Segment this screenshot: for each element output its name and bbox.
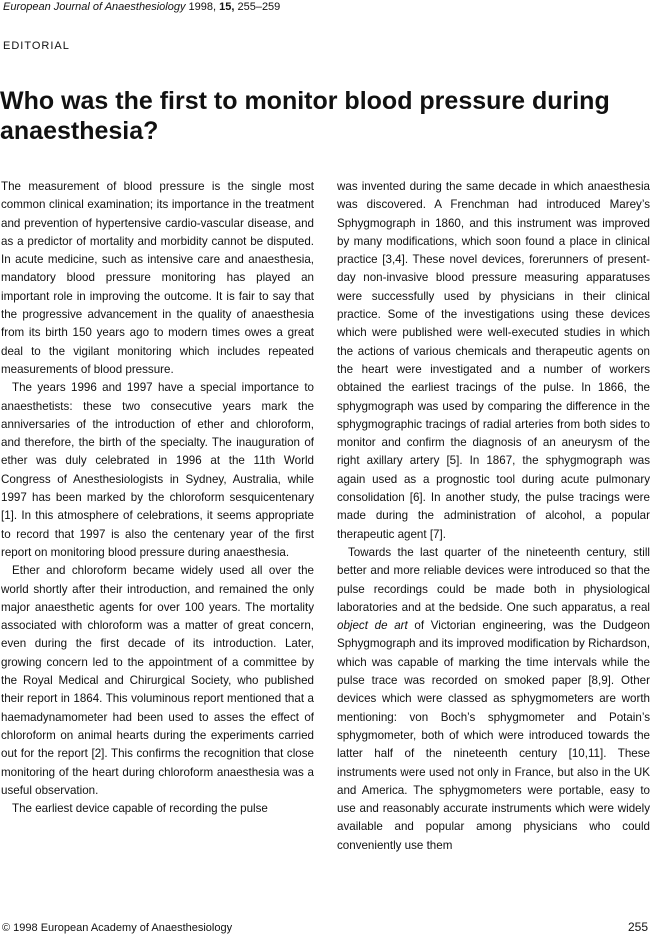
- italic-phrase: object de art: [337, 619, 408, 633]
- paragraph: The years 1996 and 1997 have a special importance to anaesthetists: these two consecutive years mark the anniversaries of the introduction of ether and chloroform, and therefore, the birth of the specialty. The inauguration of ether was duly celebrated in 1996 at the 11th World Congress of Anesthesiologists in Sydney, Australia, while 1997 has been marked by the chloroform sesquicentenary [1]. In this atmosphere of celebrations, it seems appropriate to record that 1997 is also the centenary year of the first report on monitoring blood pressure during anaesthesia.: [1, 381, 314, 559]
- paragraph-text: of Victorian engineering, was the Dudgeon Sphygmograph and its improved modification by Richardson, which was capable of marking the time intervals while the pulse trace was recorded on smoked paper [8,9]. Other devices which were classed as sphygmometers are worth mentioning: von Boch’s sphygmometer and Potain’s sphygmometer, both of which were introduced towards the latter half of the nineteenth century [10,11]. These instruments were used not only in France, but also in the UK and America. The sphygmometers were portable, easy to use and reasonably accurate instruments which were widely available and popular among physicians who could conveniently use them: [337, 619, 650, 852]
- paragraph-text: Towards the last quarter of the nineteenth century, still better and more reliable devices were introduced so that the pulse recordings could be made both in physiological laboratories and at the bedside. One such apparatus, a real: [337, 545, 650, 614]
- journal-pages: 255–259: [237, 1, 281, 13]
- paragraph: Ether and chloroform became widely used all over the world shortly after their introduction, and remained the only major anaesthetic agents for over 100 years. The mortality associated with chloroform was a matter of great concern, even during the first decade of its introduction. Later, growing concern led to the appointment of a committee by the Royal Medical and Chirurgical Society, who published their report in 1864. This voluminous report mentioned that a haemadynamometer had been used to asses the effect of chloroform on animal hearts during the experiments carried out for the report [2]. This confirms the recognition that close monitoring of the heart during chloroform anaesthesia was a useful observation.: [1, 564, 314, 797]
- section-label: EDITORIAL: [3, 40, 70, 52]
- paragraph-text: was invented during the same decade in which anaesthesia was discovered. A Frenchman had introduced Marey’s Sphygmograph in 1860, and this instrument was improved by many modifications, which soon found a place in clinical practice [3,4]. These novel devices, forerunners of present-day non-invasive blood pressure measuring apparatuses were successfully used by physicians in their clinical practice. Some of the investigations using these devices which were published were well-executed studies in which the actions of various chemicals and therapeutic agents on the heart were investigated and a number of workers obtained the earliest tracings of the pulse. In 1866, the sphygmograph was used by comparing the difference in the sphygmographic tracings of radial arteries from both sides to monitor and confirm the diagnosis of an aneurysm of the right axillary artery [5]. In 1867, the sphygmograph was again used as a prognostic tool during acute pulmonary consolidation [6]. In another study, the pulse tracings were made during the administration of alcohol, a popular therapeutic agent [7].: [337, 180, 650, 541]
- journal-volume: 15,: [219, 1, 235, 13]
- paragraph: The earliest device capable of recording the pulse: [12, 802, 268, 816]
- paragraph: The measurement of blood pressure is the single most common clinical examination; its importance in the treatment and prevention of hypertensive cardio-vascular disease, and as a predictor of mortality and morbidity cannot be disputed. In acute medicine, such as intensive care and anaesthesia, mandatory blood pressure monitoring has played an important role in improving the outcome. It is fair to say that the progressive advancement in the quality of anaesthesia from its birth 150 years ago to modern times owes a great deal to the vigilant monitoring which includes repeated measurements of blood pressure.: [1, 180, 314, 376]
- paragraph: [337, 544, 650, 855]
- journal-year: 1998,: [188, 1, 217, 13]
- running-head: [3, 1, 280, 13]
- left-column: [1, 178, 314, 818]
- right-column: [337, 178, 650, 855]
- page-number: 255: [627, 920, 648, 934]
- copyright-notice: © 1998 European Academy of Anaesthesiology: [2, 922, 233, 934]
- paragraph: [337, 178, 650, 544]
- article-title: Who was the first to monitor blood pressure during anaesthesia?: [0, 87, 610, 145]
- journal-name: European Journal of Anaesthesiology: [3, 1, 186, 13]
